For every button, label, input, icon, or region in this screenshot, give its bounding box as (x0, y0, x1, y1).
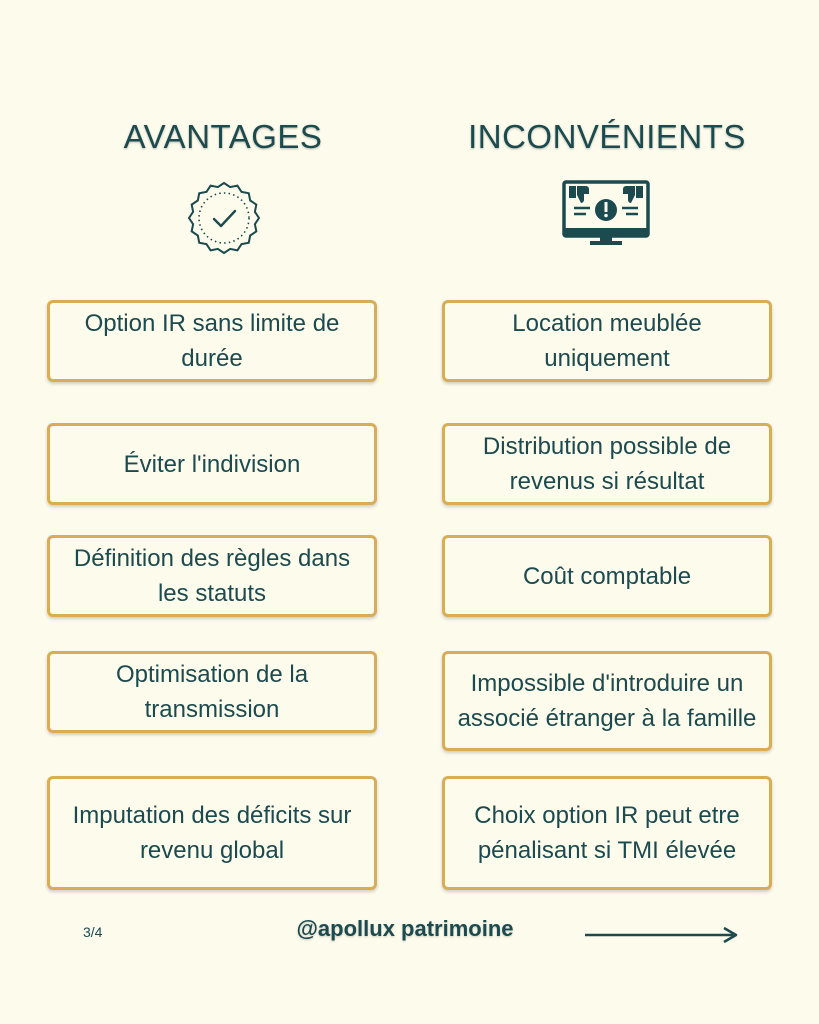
monitor-warning-thumbs-down-icon (560, 178, 652, 248)
advantage-item: Définition des règles dans les statuts (47, 535, 377, 617)
advantages-heading: AVANTAGES (123, 118, 323, 155)
page-indicator: 3/4 (83, 924, 103, 940)
disadvantages-heading: INCONVÉNIENTS (468, 118, 746, 155)
advantage-item: Optimisation de la transmission (47, 651, 377, 733)
disadvantage-item: Distribution possible de revenus si résultat (442, 423, 772, 505)
account-handle: @apollux patrimoine (296, 916, 514, 941)
disadvantage-item: Location meublée uniquement (442, 300, 772, 382)
badge-check-icon (186, 180, 262, 256)
advantage-item: Imputation des déficits sur revenu global (47, 776, 377, 890)
disadvantage-item: Impossible d'introduire un associé étranger à la famille (442, 651, 772, 751)
arrow-right-icon[interactable] (583, 925, 741, 945)
disadvantage-item: Coût comptable (442, 535, 772, 617)
disadvantage-item: Choix option IR peut etre pénalisant si TMI élevée (442, 776, 772, 890)
advantage-item: Option IR sans limite de durée (47, 300, 377, 382)
advantage-item: Éviter l'indivision (47, 423, 377, 505)
